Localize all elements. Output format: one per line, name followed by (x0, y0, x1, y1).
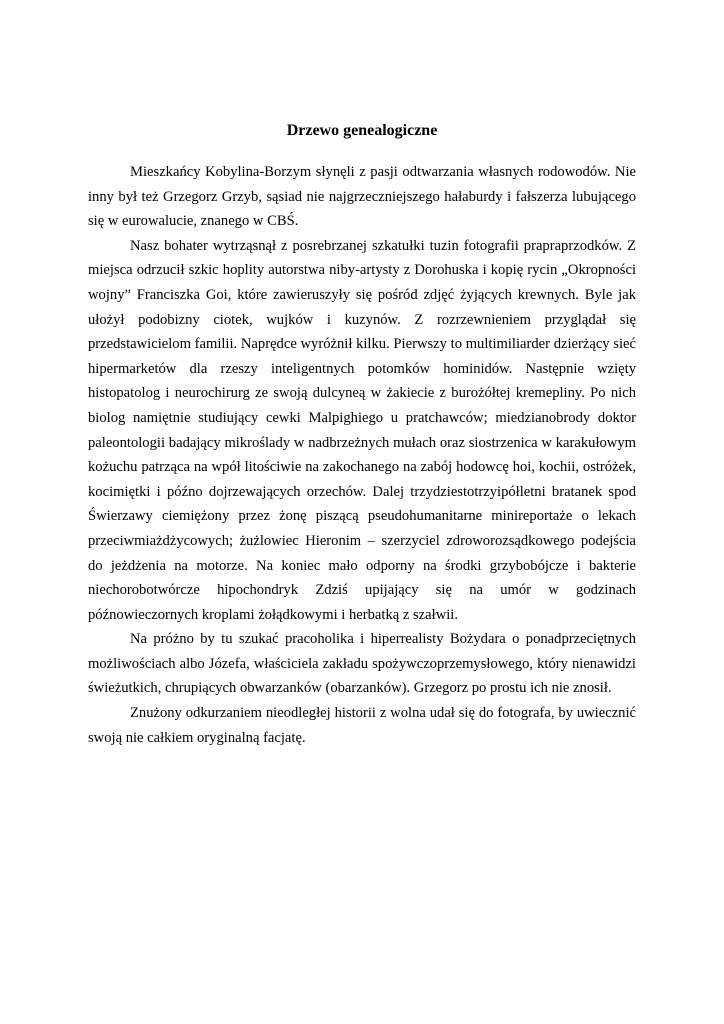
paragraph-4: Znużony odkurzaniem nieodległej historii z wolna udał się do fotografa, by uwiecznić swoją nie całkiem oryginalną facjatę. (88, 705, 636, 746)
document-title: Drzewo genealogiczne (286, 122, 438, 139)
document-body (88, 160, 636, 750)
paragraph-2: Nasz bohater wytrząsnął z posrebrzanej szkatułki tuzin fotografii prapraprzodków. Z miejsca odrzucił szkic hoplity autorstwa niby-artysty z Dorohuska i kopię rycin „Okropności wojny” Franciszka Goi, które zawieruszyły się pośród zdjęć żyjących krewnych. Byle jak ułożył podobizny ciotek, wujków i kuzynów. Z rozrzewnieniem przyglądał się przedstawicielom familii. Naprędce wyróżnił kilku. Pierwszy to multimiliarder dzierżący sieć hipermarketów dla rzeszy inteligentnych potomków hominidów. Następnie wzięty histopatolog i neurochirurg ze swoją dulcyneą w żakiecie z burożółtej kremepliny. Po nich biolog namiętnie studiujący cewki Malpighiego u pratchawców; miedzianobrody doktor paleontologii badający mikroślady w nadbrzeżnych mułach oraz siostrzenica w karakułowym kożuchu patrząca na wpół litościwie na zakochanego na zabój hodowcę hoi, kochii, ostróżek, kocimiętki i późno dojrzewających orzechów. Dalej trzydziestotrzyipółletni bratanek spod Świerzawy ciemiężony przez żonę piszącą pseudohumanitarne minireportaże o lekach przeciwmiażdżycowych; żużlowiec Hieronim – szerzyciel zdroworozsądkowego podejścia do jeżdżenia na motorze. Na koniec mało odporny na środki grzybobójcze i bakterie niechorobotwórcze hipochondryk Zdziś upijający się na umór w godzinach późnowieczornych kroplami żołądkowymi i herbatką z szałwii. (88, 237, 636, 623)
paragraph-3: Na próżno by tu szukać pracoholika i hiperrealisty Bożydara o ponadprzeciętnych możliwościach albo Józefa, właściciela zakładu spożywczoprzemysłowego, który nienawidzi świeżutkich, chrupiących obwarzanków (obarzanków). Grzegorz po prostu ich nie znosił. (88, 631, 636, 697)
paragraph-1: Mieszkańcy Kobylina-Borzym słynęli z pasji odtwarzania własnych rodowodów. Nie inny był też Grzegorz Grzyb, sąsiad nie najgrzeczniejszego hałaburdy i fałszerza lubującego się w eurowalucie, znanego w CBŚ. (88, 164, 636, 230)
